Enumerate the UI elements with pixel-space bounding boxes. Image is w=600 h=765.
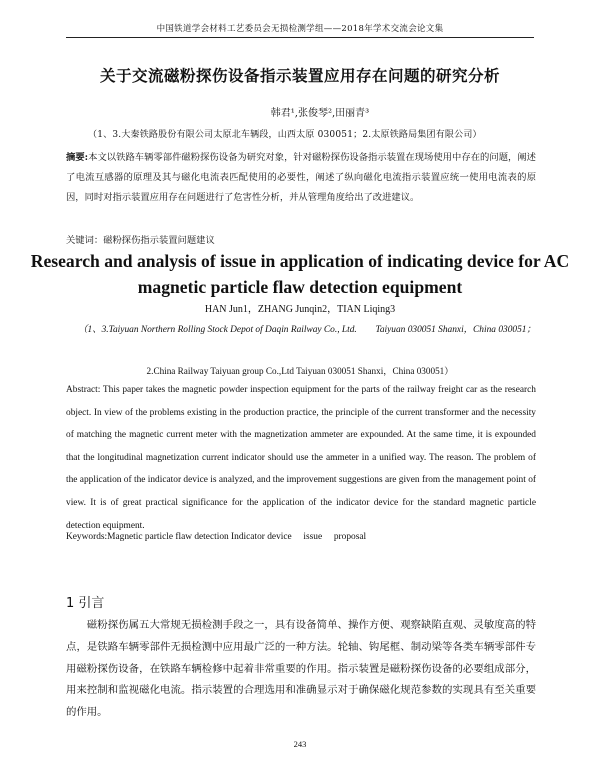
affiliation-cn: （1、3.大秦铁路股份有限公司太原北车辆段，山西太原 030051；2.太原铁路局集团有限公司） [88, 130, 482, 140]
abstract-cn [66, 148, 536, 207]
intro-paragraph: 磁粉探伤属五大常规无损检测手段之一，具有设备简单、操作方便、观察缺陷直观、灵敏度高的特点，是铁路车辆零部件无损检测中应用最广泛的一种方法。轮轴、钩尾框、制动梁等各类车辆零部件专用磁粉探伤设备，在铁路车辆检修中起着非常重要的作用。指示装置是磁粉探伤设备的必要组成部分，用来控制和监视磁化电流。指示装置的合理选用和准确显示对于确保磁化规范参数的实现具有至关重要的作用。 [66, 619, 536, 719]
section-heading: 1 引言 [66, 596, 105, 611]
page-number: 243 [293, 739, 307, 749]
header-rule [66, 37, 534, 38]
abstract-cn-label: 摘要: [66, 152, 89, 163]
affiliation-en-1: （1、3.Taiyuan Northern Rolling Stock Depot of Daqin Railway Co., Ltd. Taiyuan 030051 Shanxi，China 030051； [78, 325, 536, 335]
paper-title-en: Research and analysis of issue in application of indicating device for AC magnetic particle flaw detection equipment [30, 251, 570, 297]
keywords-cn: 关键词：磁粉探伤指示装置问题建议 [66, 235, 215, 246]
authors-cn: 韩君¹,张俊琴²,田丽青³ [270, 108, 370, 119]
paper-title-cn: 关于交流磁粉探伤设备指示装置应用存在问题的研究分析 [99, 67, 500, 85]
authors-en: HAN Jun1，ZHANG Junqin2，TIAN Liqing3 [204, 304, 396, 315]
abstract-en: Abstract: This paper takes the magnetic powder inspection equipment for the parts of the railway freight car as the research object. In view of the problems existing in the production practice, the principle of the current transformer and the necessity of matching the magnetic current meter with the magnetization ammeter are expounded. At the same time, it is expounded that the longitudinal magnetization current indicator should use the ammeter in a unified way. The reason. The problem of the application of the indicator device is analyzed, and the improvement suggestions are given from the management point of view. It is of great practical significance for the application of the indicator device for the standard magnetic particle detection equipment. [66, 385, 536, 531]
running-header: 中国铁道学会材料工艺委员会无损检测学组——2018年学术交流会论文集 [156, 24, 444, 34]
affiliation-en-2: 2.China Railway Taiyuan group Co.,Ltd Taiyuan 030051 Shanxi，China 030051） [146, 366, 454, 376]
abstract-cn-text: 本文以铁路车辆零部件磁粉探伤设备为研究对象，针对磁粉探伤设备指示装置在现场使用中存在的问题，阐述了电流互感器的原理及其与磁化电流表匹配使用的必要性，阐述了纵向磁化电流指示装置应统一使用电流表的原因，同时对指示装置应用存在问题进行了危害性分析，并从管理角度给出了改进建议。 [66, 152, 536, 203]
keywords-en: Keywords:Magnetic particle flaw detection Indicator device issue proposal [66, 532, 367, 542]
section-body [66, 615, 536, 724]
